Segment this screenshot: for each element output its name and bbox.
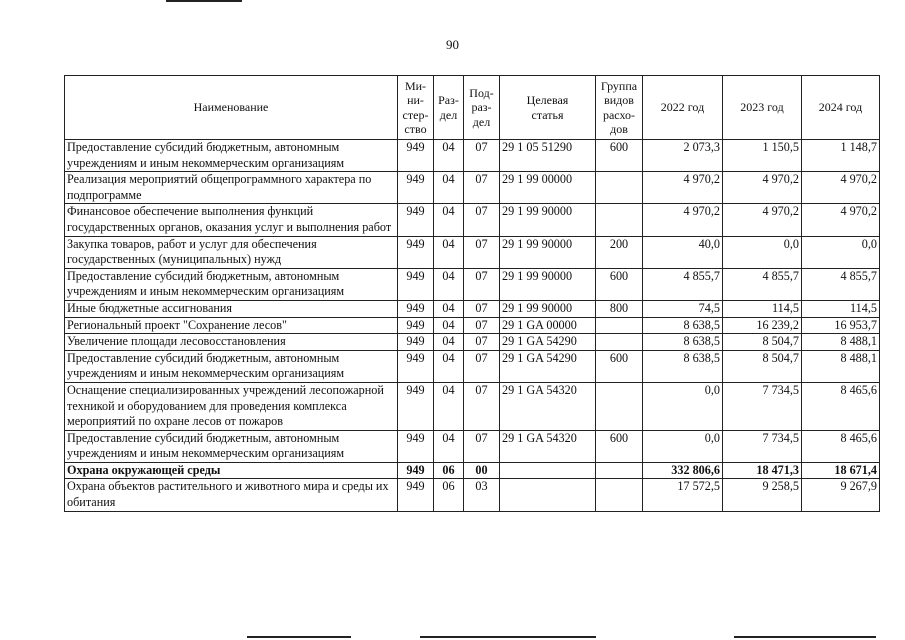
row-name: Увеличение площади лесовосстановления bbox=[65, 334, 398, 351]
row-subsection: 07 bbox=[464, 172, 500, 204]
header-ministry: Ми- ни- стер- ство bbox=[398, 76, 434, 140]
row-value-2024: 4 970,2 bbox=[802, 172, 880, 204]
row-value-2023: 4 855,7 bbox=[723, 268, 802, 300]
row-target: 29 1 GA 54320 bbox=[500, 382, 596, 430]
bottom-rule-right bbox=[734, 636, 876, 638]
row-target bbox=[500, 479, 596, 511]
row-value-2023: 18 471,3 bbox=[723, 462, 802, 479]
row-expense-group bbox=[596, 382, 643, 430]
row-subsection: 03 bbox=[464, 479, 500, 511]
row-subsection: 07 bbox=[464, 300, 500, 317]
table-row bbox=[65, 140, 880, 172]
row-ministry: 949 bbox=[398, 334, 434, 351]
row-target: 29 1 99 90000 bbox=[500, 236, 596, 268]
table-row bbox=[65, 479, 880, 511]
row-expense-group: 600 bbox=[596, 430, 643, 462]
row-section: 04 bbox=[434, 204, 464, 236]
table-header-row bbox=[65, 76, 880, 140]
row-ministry: 949 bbox=[398, 300, 434, 317]
row-value-2024: 9 267,9 bbox=[802, 479, 880, 511]
row-expense-group: 200 bbox=[596, 236, 643, 268]
row-value-2024: 114,5 bbox=[802, 300, 880, 317]
header-section: Раз- дел bbox=[434, 76, 464, 140]
row-name: Предоставление субсидий бюджетным, автономным учреждениям и иным некоммерческим организациям bbox=[65, 350, 398, 382]
row-name: Реализация мероприятий общепрограммного характера по подпрограмме bbox=[65, 172, 398, 204]
row-value-2023: 4 970,2 bbox=[723, 204, 802, 236]
row-ministry: 949 bbox=[398, 317, 434, 334]
header-target: Целевая статья bbox=[500, 76, 596, 140]
row-value-2022: 8 638,5 bbox=[643, 317, 723, 334]
row-value-2023: 0,0 bbox=[723, 236, 802, 268]
row-subsection: 07 bbox=[464, 334, 500, 351]
row-expense-group bbox=[596, 317, 643, 334]
row-ministry: 949 bbox=[398, 268, 434, 300]
header-2024: 2024 год bbox=[802, 76, 880, 140]
row-section: 04 bbox=[434, 140, 464, 172]
row-value-2022: 8 638,5 bbox=[643, 350, 723, 382]
row-value-2023: 4 970,2 bbox=[723, 172, 802, 204]
table-row bbox=[65, 268, 880, 300]
row-subsection: 07 bbox=[464, 268, 500, 300]
budget-table bbox=[64, 75, 880, 512]
row-ministry: 949 bbox=[398, 479, 434, 511]
row-section: 06 bbox=[434, 479, 464, 511]
page-number: 90 bbox=[446, 37, 459, 52]
table-row bbox=[65, 204, 880, 236]
row-expense-group: 600 bbox=[596, 140, 643, 172]
row-expense-group bbox=[596, 172, 643, 204]
row-section: 04 bbox=[434, 350, 464, 382]
row-value-2024: 18 671,4 bbox=[802, 462, 880, 479]
row-value-2023: 7 734,5 bbox=[723, 430, 802, 462]
row-value-2024: 16 953,7 bbox=[802, 317, 880, 334]
row-value-2022: 40,0 bbox=[643, 236, 723, 268]
row-subsection: 07 bbox=[464, 236, 500, 268]
row-section: 04 bbox=[434, 300, 464, 317]
row-subsection: 07 bbox=[464, 204, 500, 236]
row-value-2022: 4 855,7 bbox=[643, 268, 723, 300]
header-name: Наименование bbox=[65, 76, 398, 140]
row-subsection: 07 bbox=[464, 350, 500, 382]
row-value-2022: 8 638,5 bbox=[643, 334, 723, 351]
row-value-2023: 114,5 bbox=[723, 300, 802, 317]
row-subsection: 07 bbox=[464, 140, 500, 172]
top-rule bbox=[166, 0, 242, 2]
row-expense-group bbox=[596, 204, 643, 236]
row-expense-group: 600 bbox=[596, 268, 643, 300]
row-subsection: 07 bbox=[464, 430, 500, 462]
row-section: 04 bbox=[434, 382, 464, 430]
row-expense-group: 800 bbox=[596, 300, 643, 317]
table-row bbox=[65, 317, 880, 334]
row-target: 29 1 05 51290 bbox=[500, 140, 596, 172]
row-target: 29 1 99 90000 bbox=[500, 268, 596, 300]
row-value-2024: 8 488,1 bbox=[802, 334, 880, 351]
row-value-2023: 9 258,5 bbox=[723, 479, 802, 511]
row-expense-group bbox=[596, 479, 643, 511]
row-value-2022: 4 970,2 bbox=[643, 172, 723, 204]
row-value-2023: 8 504,7 bbox=[723, 334, 802, 351]
row-ministry: 949 bbox=[398, 350, 434, 382]
row-section: 06 bbox=[434, 462, 464, 479]
table-row bbox=[65, 462, 880, 479]
table-row bbox=[65, 236, 880, 268]
row-value-2024: 8 465,6 bbox=[802, 382, 880, 430]
table-body bbox=[65, 140, 880, 512]
row-value-2024: 1 148,7 bbox=[802, 140, 880, 172]
row-ministry: 949 bbox=[398, 430, 434, 462]
row-ministry: 949 bbox=[398, 462, 434, 479]
row-name: Оснащение специализированных учреждений лесопожарной техникой и оборудованием для проведения комплекса мероприятий по охране лесов от пожаров bbox=[65, 382, 398, 430]
row-ministry: 949 bbox=[398, 140, 434, 172]
row-name: Финансовое обеспечение выполнения функций государственных органов, оказания услуг и выполнения работ bbox=[65, 204, 398, 236]
row-ministry: 949 bbox=[398, 236, 434, 268]
row-name: Закупка товаров, работ и услуг для обеспечения государственных (муниципальных) нужд bbox=[65, 236, 398, 268]
row-value-2022: 0,0 bbox=[643, 430, 723, 462]
bottom-rule-left bbox=[247, 636, 351, 638]
header-2023: 2023 год bbox=[723, 76, 802, 140]
row-name: Предоставление субсидий бюджетным, автономным учреждениям и иным некоммерческим организациям bbox=[65, 268, 398, 300]
row-expense-group bbox=[596, 334, 643, 351]
row-value-2024: 4 855,7 bbox=[802, 268, 880, 300]
row-section: 04 bbox=[434, 317, 464, 334]
row-target: 29 1 99 00000 bbox=[500, 172, 596, 204]
row-value-2022: 332 806,6 bbox=[643, 462, 723, 479]
row-section: 04 bbox=[434, 430, 464, 462]
table-row bbox=[65, 172, 880, 204]
row-target: 29 1 99 90000 bbox=[500, 204, 596, 236]
row-expense-group: 600 bbox=[596, 350, 643, 382]
row-section: 04 bbox=[434, 334, 464, 351]
row-ministry: 949 bbox=[398, 382, 434, 430]
row-section: 04 bbox=[434, 268, 464, 300]
row-target: 29 1 GA 54320 bbox=[500, 430, 596, 462]
row-value-2024: 0,0 bbox=[802, 236, 880, 268]
row-subsection: 07 bbox=[464, 317, 500, 334]
row-ministry: 949 bbox=[398, 204, 434, 236]
table-row bbox=[65, 350, 880, 382]
row-ministry: 949 bbox=[398, 172, 434, 204]
row-value-2022: 74,5 bbox=[643, 300, 723, 317]
header-subsection: Под- раз- дел bbox=[464, 76, 500, 140]
bottom-rule-middle bbox=[420, 636, 596, 638]
row-name: Предоставление субсидий бюджетным, автономным учреждениям и иным некоммерческим организациям bbox=[65, 140, 398, 172]
row-name: Охрана объектов растительного и животного мира и среды их обитания bbox=[65, 479, 398, 511]
row-target: 29 1 GA 00000 bbox=[500, 317, 596, 334]
row-section: 04 bbox=[434, 172, 464, 204]
row-target: 29 1 GA 54290 bbox=[500, 350, 596, 382]
row-target bbox=[500, 462, 596, 479]
row-value-2022: 17 572,5 bbox=[643, 479, 723, 511]
row-target: 29 1 GA 54290 bbox=[500, 334, 596, 351]
row-value-2022: 2 073,3 bbox=[643, 140, 723, 172]
row-value-2023: 8 504,7 bbox=[723, 350, 802, 382]
header-expense-group: Группа видов расхо- дов bbox=[596, 76, 643, 140]
row-name: Региональный проект "Сохранение лесов" bbox=[65, 317, 398, 334]
row-expense-group bbox=[596, 462, 643, 479]
row-name: Предоставление субсидий бюджетным, автономным учреждениям и иным некоммерческим организациям bbox=[65, 430, 398, 462]
row-subsection: 07 bbox=[464, 382, 500, 430]
header-2022: 2022 год bbox=[643, 76, 723, 140]
table-row bbox=[65, 430, 880, 462]
row-value-2023: 7 734,5 bbox=[723, 382, 802, 430]
row-value-2023: 16 239,2 bbox=[723, 317, 802, 334]
row-value-2023: 1 150,5 bbox=[723, 140, 802, 172]
row-name: Охрана окружающей среды bbox=[65, 462, 398, 479]
table-row bbox=[65, 300, 880, 317]
row-value-2024: 8 488,1 bbox=[802, 350, 880, 382]
row-value-2022: 0,0 bbox=[643, 382, 723, 430]
row-value-2024: 8 465,6 bbox=[802, 430, 880, 462]
row-name: Иные бюджетные ассигнования bbox=[65, 300, 398, 317]
table-row bbox=[65, 334, 880, 351]
table-row bbox=[65, 382, 880, 430]
row-target: 29 1 99 90000 bbox=[500, 300, 596, 317]
row-value-2022: 4 970,2 bbox=[643, 204, 723, 236]
row-section: 04 bbox=[434, 236, 464, 268]
row-value-2024: 4 970,2 bbox=[802, 204, 880, 236]
row-subsection: 00 bbox=[464, 462, 500, 479]
